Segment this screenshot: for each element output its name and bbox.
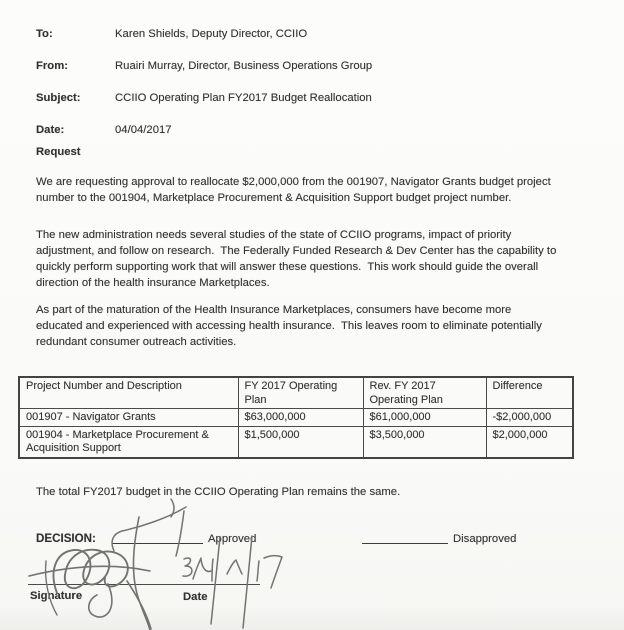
scan-shadow: [0, 604, 624, 630]
request-heading: Request: [36, 146, 81, 158]
paragraph-line: number to the 001904, Marketplace Procurement & Acquisition Support budget project number.: [36, 192, 512, 204]
decision-label: DECISION:: [36, 532, 96, 545]
handwritten-date-scrawl: [211, 537, 220, 624]
handwritten-date-scrawl: [183, 558, 192, 576]
field-subject-value: CCIIO Operating Plan FY2017 Budget Reallocation: [115, 92, 372, 104]
cell-plan: $63,000,000: [238, 409, 363, 427]
signature-label: Signature: [30, 590, 83, 602]
col-header-difference: Difference: [486, 377, 573, 409]
disapproved-blank-line: [362, 543, 448, 544]
paragraph-outreach: [36, 302, 611, 350]
cell-project: 001904 - Marketplace Procurement & Acquisition Support: [19, 426, 238, 458]
handwritten-date-scrawl: [227, 560, 242, 574]
field-subject-label: Subject:: [36, 92, 81, 104]
cell-rev-plan: $3,500,000: [363, 426, 486, 458]
handwritten-date-scrawl: [257, 556, 282, 588]
field-from-value: Ruairi Murray, Director, Business Operations Group: [115, 60, 373, 72]
paragraph-line: quickly perform supporting work that will answer these questions. This work should guide the overall: [36, 261, 539, 273]
paragraph-line: redundant consumer outreach activities.: [36, 336, 237, 348]
closing-note: The total FY2017 budget in the CCIIO Operating Plan remains the same.: [36, 486, 401, 498]
signature-scrawl: [89, 584, 112, 617]
pen-stroke: [112, 507, 186, 551]
pen-stroke: [176, 511, 184, 556]
pen-stroke: [171, 499, 174, 517]
table-row: [19, 426, 573, 458]
cell-plan: $1,500,000: [238, 426, 363, 458]
field-date-label: Date:: [36, 124, 65, 136]
field-from-label: From:: [36, 60, 69, 72]
cell-difference: -$2,000,000: [486, 409, 573, 427]
col-header-fy2017: FY 2017 Operating Plan: [238, 377, 363, 409]
paragraph-line: educated and experienced with accessing health insurance. This leaves room to eliminate potentially: [36, 320, 542, 332]
paragraph-line: direction of the health insurance Marketplaces.: [36, 277, 270, 289]
paragraph-justification: [36, 227, 611, 291]
paragraph-line: The new administration needs several studies of the state of CCIIO programs, impact of priority: [36, 229, 512, 241]
pen-stroke: [133, 517, 150, 630]
signature-blank-line: [28, 584, 260, 585]
signature-scrawl: [29, 566, 150, 576]
paragraph-line: As part of the maturation of the Health Insurance Marketplaces, consumers have become more: [36, 304, 512, 316]
cell-project: 001907 - Navigator Grants: [19, 409, 238, 427]
field-date-value: 04/04/2017: [115, 124, 172, 136]
cell-difference: $2,000,000: [486, 426, 573, 458]
disapproved-label: Disapproved: [453, 533, 517, 545]
date-label: Date: [183, 591, 208, 603]
approved-blank-line: [112, 543, 203, 544]
table-header-row: [19, 377, 573, 409]
cell-rev-plan: $61,000,000: [363, 409, 486, 427]
paragraph-line: We are requesting approval to reallocate $2,000,000 from the 001907, Navigator Grants budget project: [36, 176, 551, 188]
signature-scrawl: [127, 581, 151, 629]
budget-table: [18, 376, 574, 459]
handwritten-date-scrawl: [193, 558, 213, 581]
col-header-project: Project Number and Description: [19, 377, 238, 409]
table-row: [19, 409, 573, 427]
paragraph-request: [36, 174, 611, 206]
col-header-rev-fy2017: Rev. FY 2017 Operating Plan: [363, 377, 486, 409]
paragraph-line: adjustment, and follow on research. The Federally Funded Research & Dev Center has the capability to: [36, 245, 557, 257]
handwritten-date-scrawl: [243, 536, 252, 628]
signature-scrawl: [54, 550, 128, 593]
field-to-value: Karen Shields, Deputy Director, CCIIO: [115, 28, 308, 40]
approved-label: Approved: [208, 533, 257, 545]
field-to-label: To:: [36, 28, 53, 40]
